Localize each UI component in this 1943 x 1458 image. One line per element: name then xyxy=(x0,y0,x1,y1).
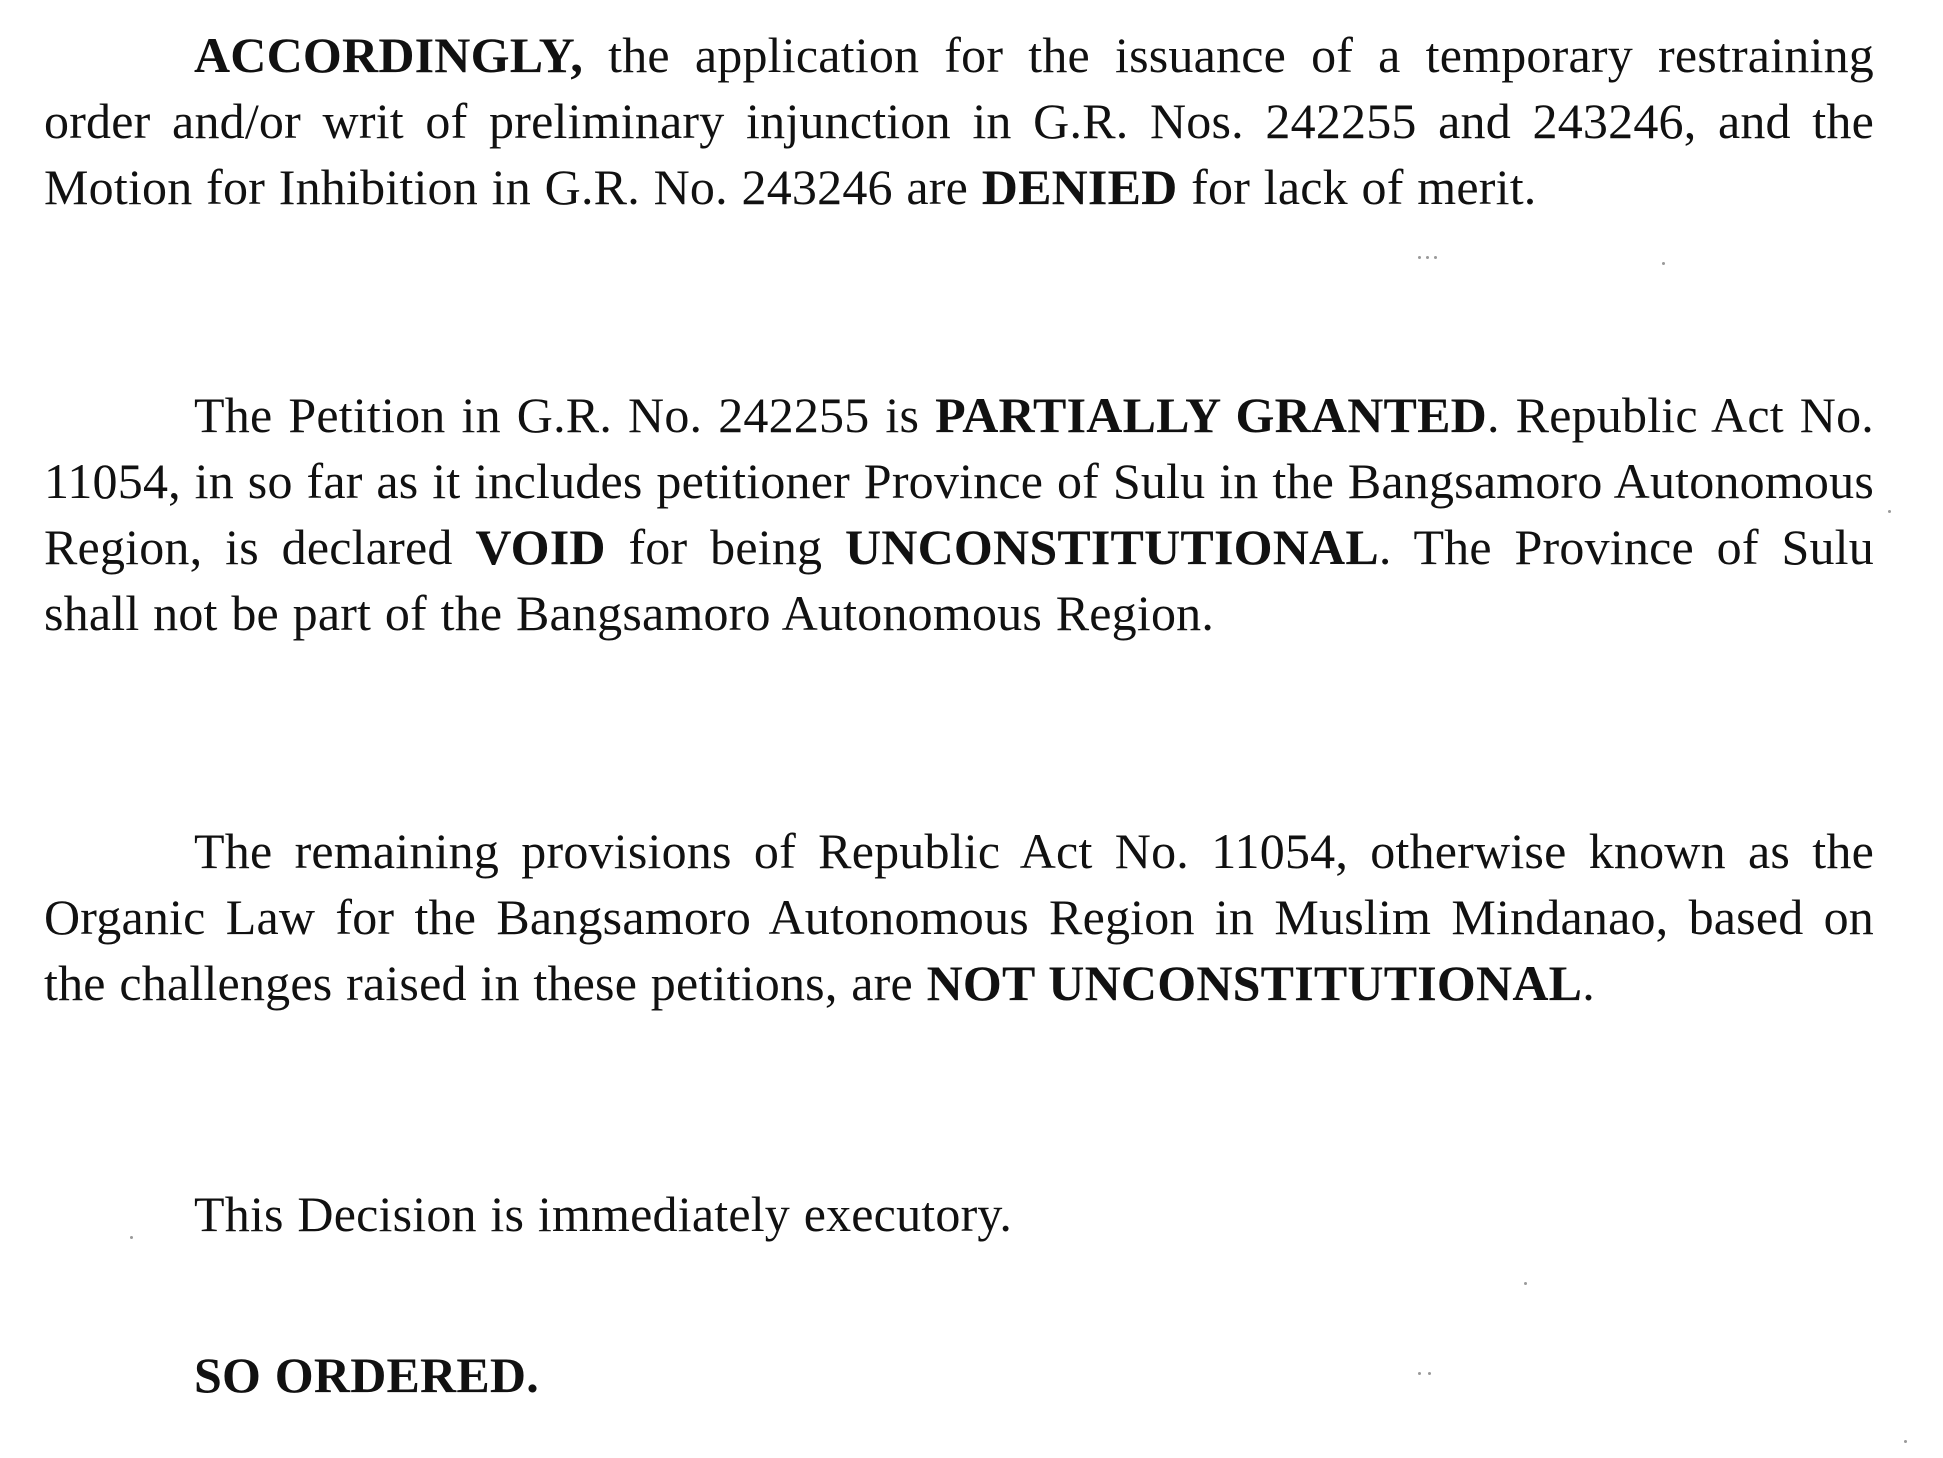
paragraph-text: for being xyxy=(605,519,845,575)
ruling-not-unconstitutional: NOT UNCONSTITUTIONAL xyxy=(926,955,1583,1011)
paragraph-text: for lack of merit. xyxy=(1177,159,1537,215)
ruling-partially-granted: PARTIALLY GRANTED xyxy=(935,387,1487,443)
paragraph-so-ordered xyxy=(44,1342,1874,1408)
paragraph-denial xyxy=(44,22,1874,220)
paragraph-executory xyxy=(44,1181,1874,1247)
scan-speck xyxy=(1428,1372,1431,1375)
paragraph-text: the application for the issuance of a temporary restraining order and/or writ of preliminary injunction in G.R. Nos. 242255 and 243246, and the Motion for Inhibition in G.R. No. 243246 are xyxy=(44,27,1874,215)
scan-speck xyxy=(1418,256,1421,259)
scan-speck xyxy=(1888,510,1891,513)
paragraph-remaining-provisions xyxy=(44,818,1874,1016)
ruling-unconstitutional: UNCONSTITUTIONAL xyxy=(845,519,1379,575)
paragraph-text: The Petition in G.R. No. 242255 is xyxy=(194,387,936,443)
ruling-void: VOID xyxy=(475,519,606,575)
paragraph-partial-grant xyxy=(44,382,1874,646)
paragraph-text: . xyxy=(1582,955,1595,1011)
paragraph-text: . Republic Act No. 11054, in so far as it includes petitioner Province of Sulu in the Bangsamoro Autonomous Region, is declared xyxy=(44,387,1875,575)
scan-speck xyxy=(1524,1282,1527,1285)
scan-speck xyxy=(1434,256,1437,259)
scan-speck xyxy=(1426,256,1429,259)
paragraph-text: The remaining provisions of Republic Act No. 11054, otherwise known as the Organic Law for the Bangsamoro Autonomous Region in Muslim Mindanao, based on the challenges raised in these petitions, are xyxy=(44,823,1874,1011)
ruling-denied: DENIED xyxy=(981,159,1178,215)
scan-speck xyxy=(130,1236,133,1239)
lead-word: ACCORDINGLY, xyxy=(194,27,584,83)
paragraph-text: This Decision is immediately executory. xyxy=(194,1186,1013,1242)
scan-speck xyxy=(1418,1372,1421,1375)
scan-speck xyxy=(1662,262,1665,265)
paragraph-text: . The Province of Sulu shall not be part of the Bangsamoro Autonomous Region. xyxy=(44,519,1874,641)
scan-speck xyxy=(1904,1440,1907,1443)
closing-so-ordered: SO ORDERED. xyxy=(194,1347,539,1403)
